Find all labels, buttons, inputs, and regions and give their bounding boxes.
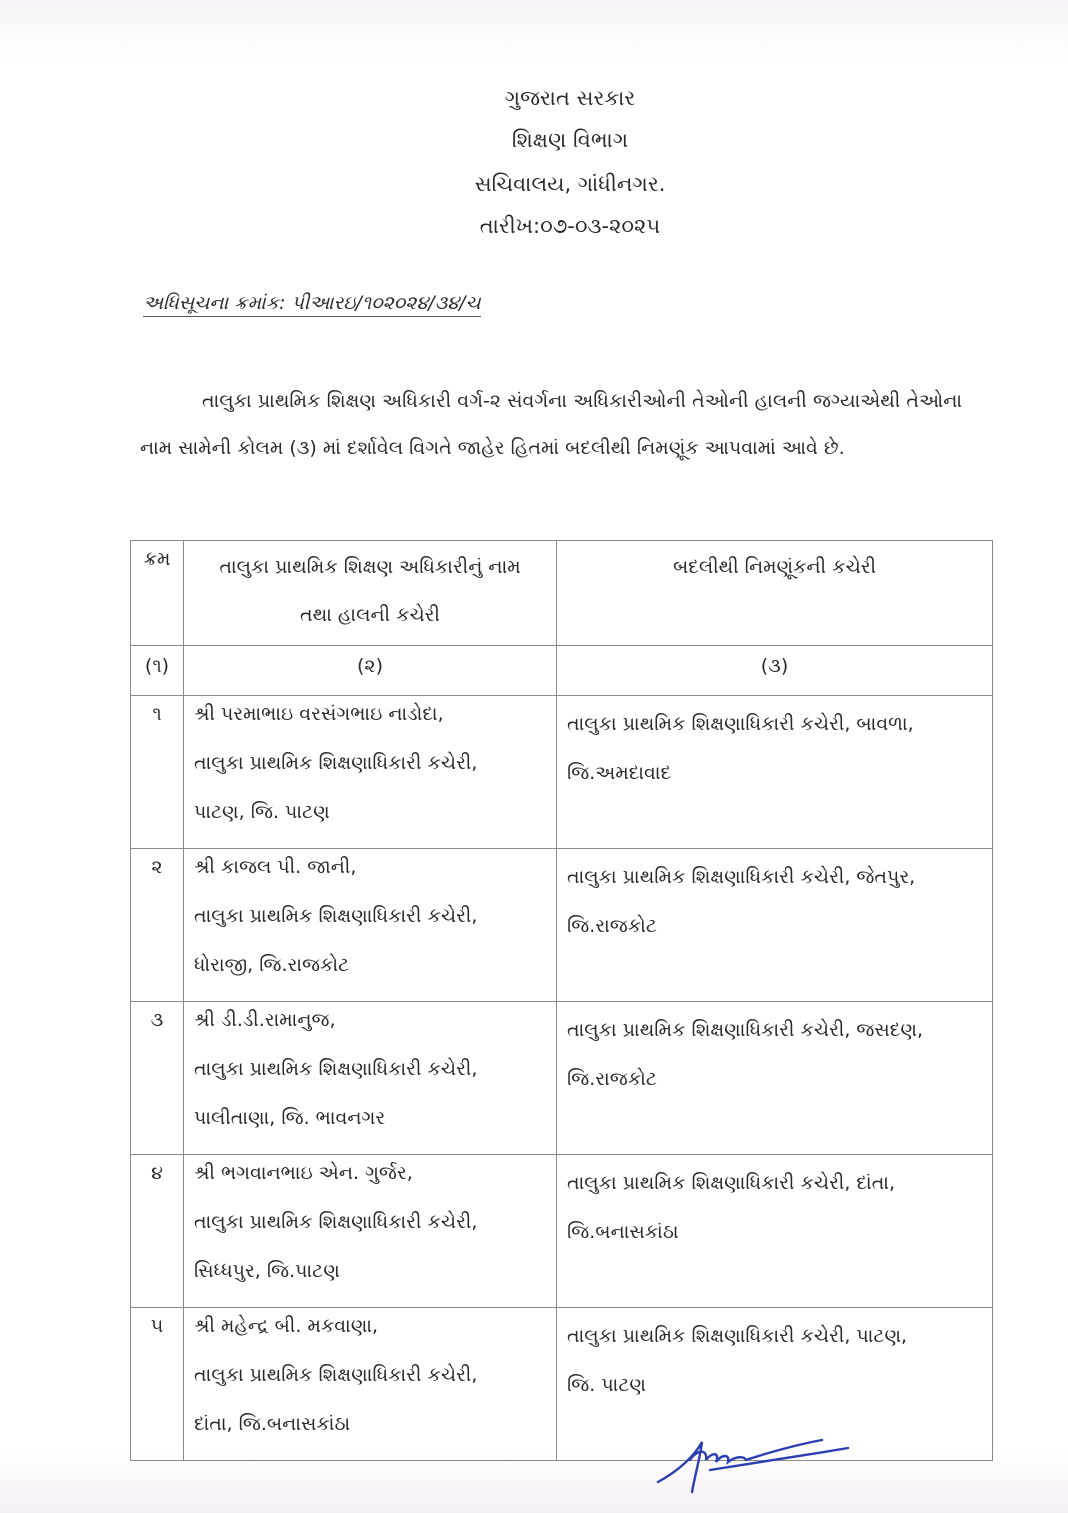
column-number-row bbox=[131, 646, 993, 696]
current-place: સિધ્ધપુર, જિ.પાટણ bbox=[194, 1260, 340, 1282]
row-current bbox=[184, 1155, 557, 1308]
table-header-row bbox=[131, 541, 993, 646]
transfer-table bbox=[130, 540, 993, 1461]
officer-name: શ્રી પરમાભાઇ વરસંગભાઇ નાડોદા, bbox=[194, 703, 444, 725]
officer-name: શ્રી મહેન્દ્ર બી. મકવાણા, bbox=[194, 1315, 379, 1337]
table-row bbox=[131, 696, 993, 849]
table-row bbox=[131, 1002, 993, 1155]
new-district: જિ.અમદાવાદ bbox=[567, 762, 672, 784]
body-paragraph bbox=[140, 378, 962, 472]
current-office: તાલુકા પ્રાથમિક શિક્ષણાધિકારી કચેરી, bbox=[194, 1364, 478, 1386]
column-number-3: (૩) bbox=[557, 646, 993, 696]
notification-reference: અધિસૂચના ક્રમાંક: પીઆરઇ/૧૦૨૦૨૪/૩૪/ચ bbox=[143, 292, 481, 317]
current-office: તાલુકા પ્રાથમિક શિક્ષણાધિકારી કચેરી, bbox=[194, 1058, 478, 1080]
table-row bbox=[131, 849, 993, 1002]
row-current bbox=[184, 1308, 557, 1461]
header-name bbox=[184, 541, 557, 646]
current-place: પાલીતાણા, જિ. ભાવનગર bbox=[194, 1107, 386, 1129]
row-current bbox=[184, 696, 557, 849]
new-office: તાલુકા પ્રાથમિક શિક્ષણાધિકારી કચેરી, પાટણ, bbox=[567, 1325, 908, 1347]
new-office: તાલુકા પ્રાથમિક શિક્ષણાધિકારી કચેરી, બાવળા, bbox=[567, 713, 914, 735]
row-serial: ૧ bbox=[131, 696, 184, 849]
header-serial: ક્રમ bbox=[131, 541, 184, 646]
new-district: જિ. પાટણ bbox=[567, 1374, 646, 1396]
new-office: તાલુકા પ્રાથમિક શિક્ષણાધિકારી કચેરી, જસદણ, bbox=[567, 1019, 924, 1041]
current-office: તાલુકા પ્રાથમિક શિક્ષણાધિકારી કચેરી, bbox=[194, 905, 478, 927]
current-office: તાલુકા પ્રાથમિક શિક્ષણાધિકારી કચેરી, bbox=[194, 1211, 478, 1233]
row-serial: ૪ bbox=[131, 1155, 184, 1308]
header-name-line1: તાલુકા પ્રાથમિક શિક્ષણ અધિકારીનું નામ bbox=[219, 556, 521, 578]
row-current bbox=[184, 1002, 557, 1155]
body-text: તાલુકા પ્રાથમિક શિક્ષણ અધિકારી વર્ગ-૨ સંવર્ગના અધિકારીઓની તેઓની હાલની જગ્યાએથી તેઓના નામ સામેની કોલમ (૩) માં દર્શાવેલ વિગતે જાહેર હિતમાં બદલીથી નિમણૂંક આપવામાં આવે છે. bbox=[140, 390, 962, 459]
current-office: તાલુકા પ્રાથમિક શિક્ષણાધિકારી કચેરી, bbox=[194, 752, 478, 774]
column-number-2: (૨) bbox=[184, 646, 557, 696]
signature bbox=[650, 1430, 870, 1500]
row-new bbox=[557, 849, 993, 1002]
header-new-office: બદલીથી નિમણૂંકની કચેરી bbox=[557, 541, 993, 646]
current-place: ધોરાજી, જિ.રાજકોટ bbox=[194, 954, 350, 976]
government-name: ગુજરાત સરકાર bbox=[504, 86, 636, 110]
row-serial: ૩ bbox=[131, 1002, 184, 1155]
office-location: સચિવાલય, ગાંધીનગર. bbox=[474, 172, 666, 196]
row-new bbox=[557, 1155, 993, 1308]
new-office: તાલુકા પ્રાથમિક શિક્ષણાધિકારી કચેરી, જેતપુર, bbox=[567, 866, 916, 888]
document-date: તારીખ:૦૭-૦૩-૨૦૨૫ bbox=[479, 214, 661, 238]
officer-name: શ્રી ભગવાનભાઇ એન. ગુર્જર, bbox=[194, 1162, 413, 1184]
row-serial: ૫ bbox=[131, 1308, 184, 1461]
row-new bbox=[557, 1002, 993, 1155]
current-place: પાટણ, જિ. પાટણ bbox=[194, 801, 330, 823]
header-name-line2: તથા હાલની કચેરી bbox=[300, 604, 440, 626]
new-district: જિ.રાજકોટ bbox=[567, 1068, 657, 1090]
officer-name: શ્રી કાજલ પી. જાની, bbox=[194, 856, 357, 878]
officer-name: શ્રી ડી.ડી.રામાનુજ, bbox=[194, 1009, 336, 1031]
row-current bbox=[184, 849, 557, 1002]
new-district: જિ.બનાસકાંઠા bbox=[567, 1221, 679, 1243]
current-place: દાંતા, જિ.બનાસકાંઠા bbox=[194, 1413, 351, 1435]
column-number-1: (૧) bbox=[131, 646, 184, 696]
table-row bbox=[131, 1155, 993, 1308]
new-office: તાલુકા પ્રાથમિક શિક્ષણાધિકારી કચેરી, દાંતા, bbox=[567, 1172, 895, 1194]
department-name: શિક્ષણ વિભાગ bbox=[511, 128, 629, 152]
row-serial: ૨ bbox=[131, 849, 184, 1002]
new-district: જિ.રાજકોટ bbox=[567, 915, 657, 937]
row-new bbox=[557, 696, 993, 849]
